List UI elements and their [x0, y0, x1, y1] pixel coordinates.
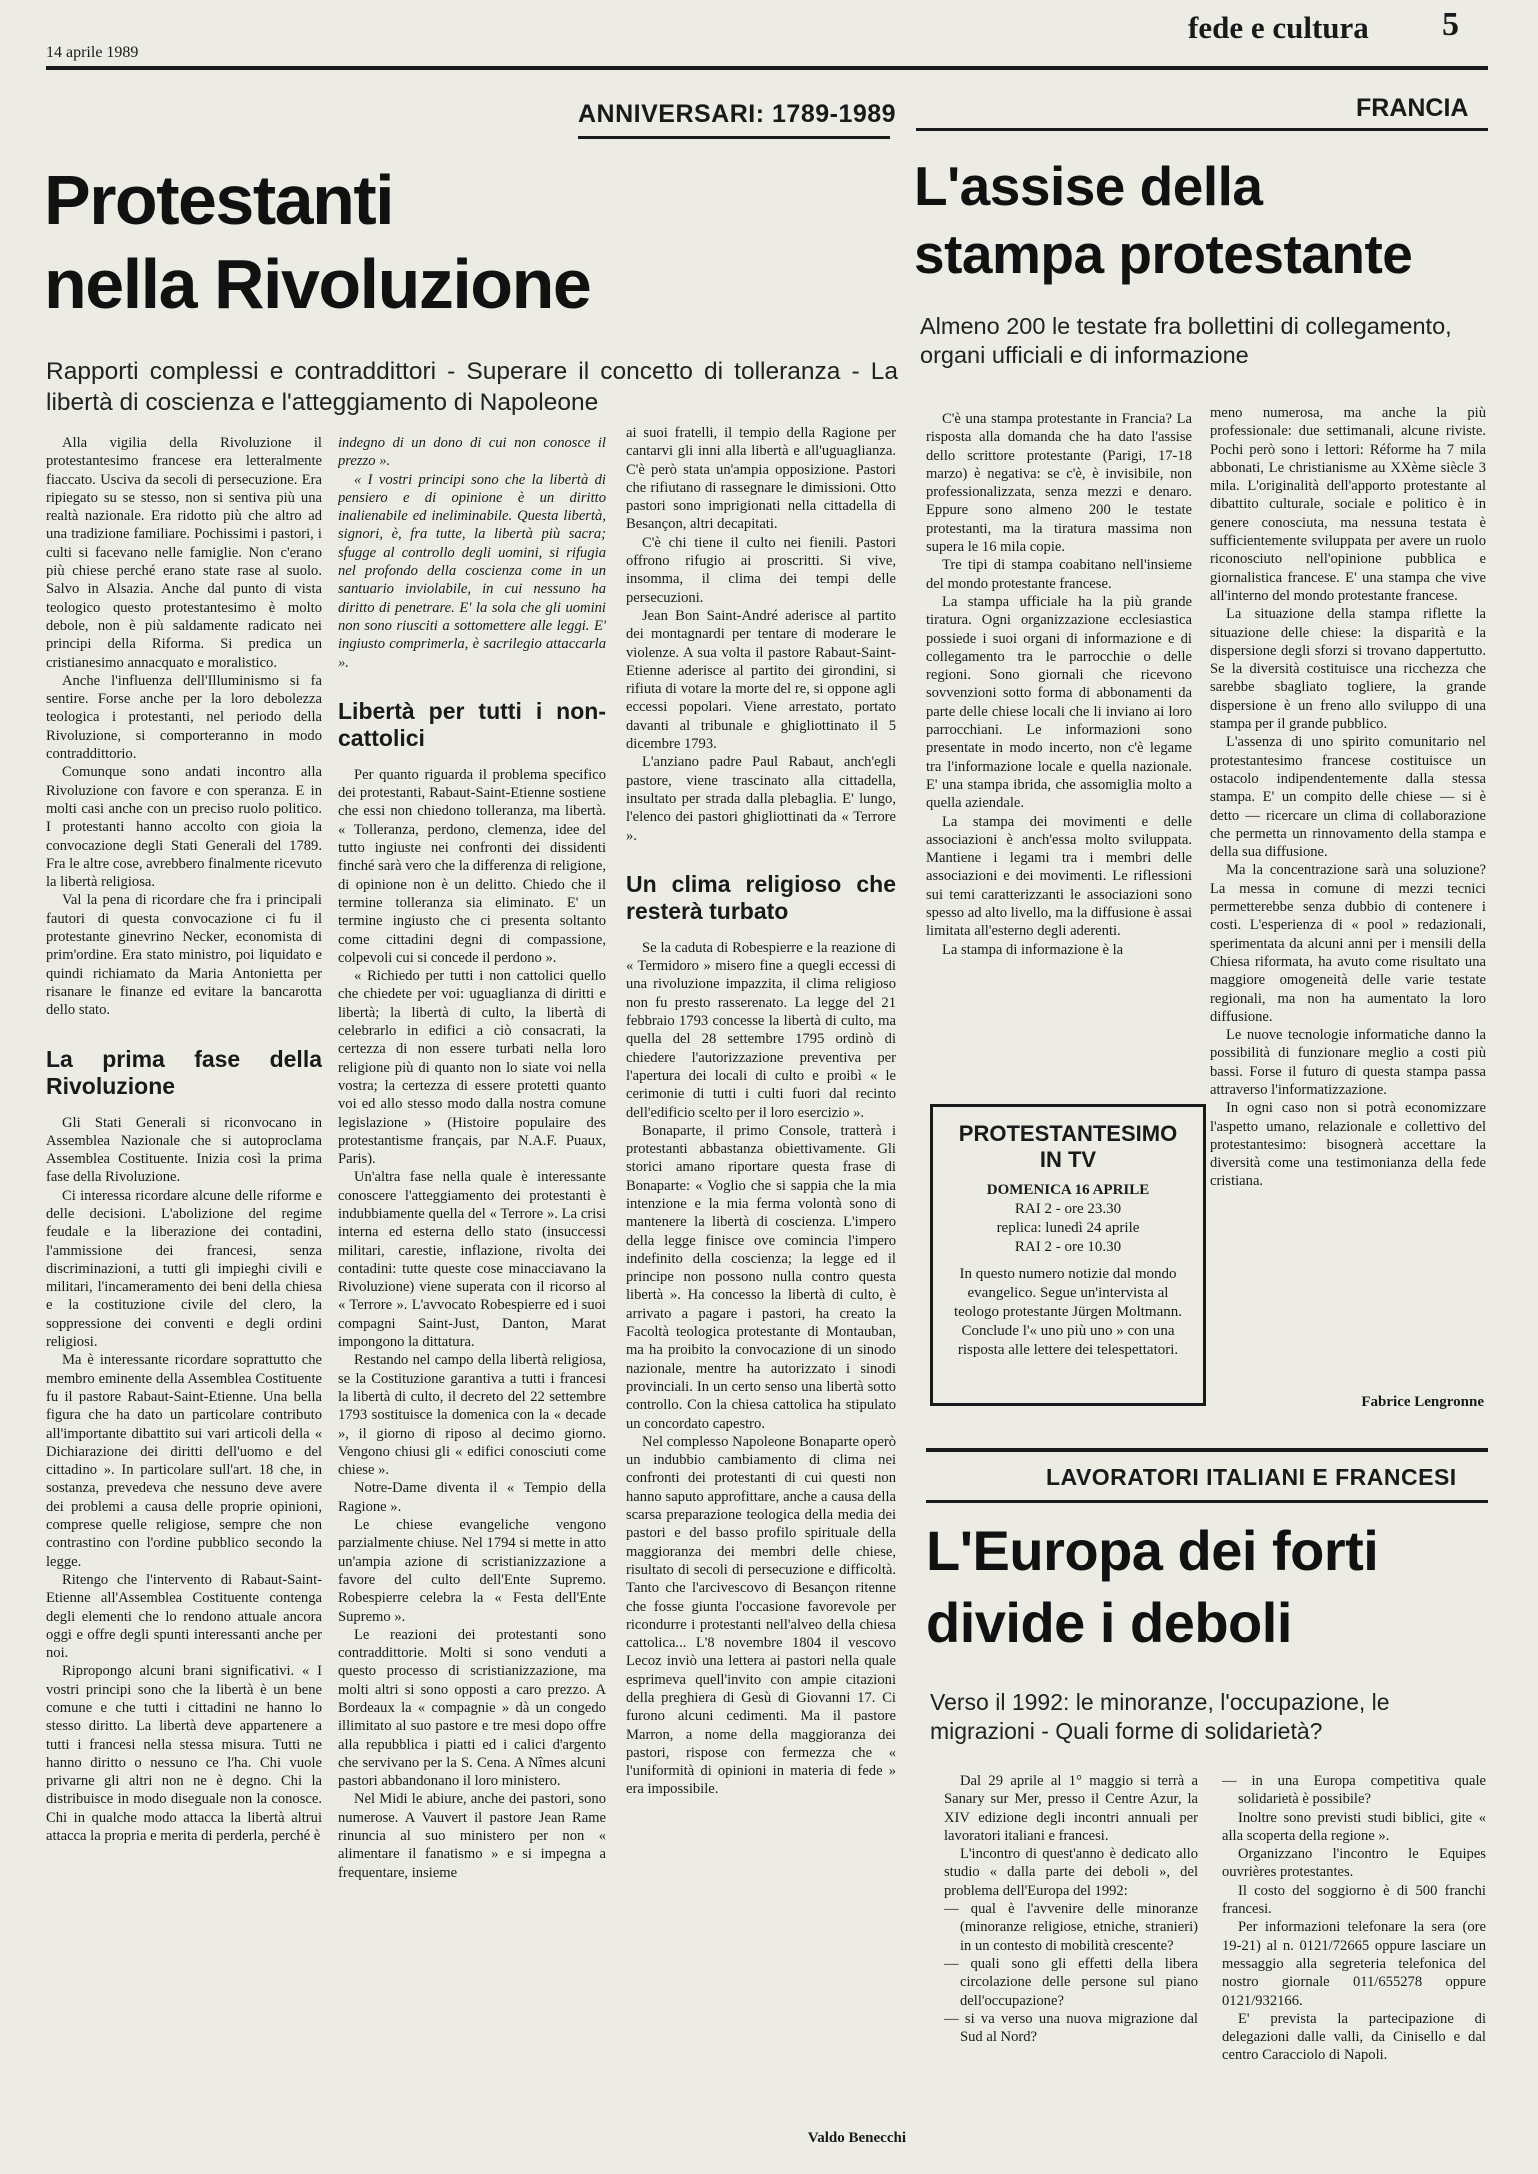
paragraph: Le nuove tecnologie informatiche danno la possibilità di funzionare meglio a costi più bassi. Forse il futuro di questa stampa passa attraverso l'informatizzazione. [1210, 1027, 1486, 1098]
article1-kicker: ANNIVERSARI: 1789-1989 [578, 100, 897, 128]
paragraph: Ritengo che l'intervento di Rabaut-Saint-Etienne all'Assemblea Costituente contenga degli elementi che lo rendono attuale ancora oggi e offre degli spunti interessanti anche per noi. [46, 1571, 322, 1662]
article3-deck: Verso il 1992: le minoranze, l'occupazione, le migrazioni - Quali forme di solidarietà? [930, 1689, 1390, 1744]
paragraph: La stampa ufficiale ha la più grande tiratura. Ogni organizzazione ecclesiastica possiede i suoi organi di informazione e di collegamento tra le parrocchie o delle regioni. Sono giornali che ricevono sovvenzioni sotto forma di abbonamenti da parte delle chiese locali che li inviano ai loro parrocchiani. Le informazioni sono presentate in modo incerto, non c'è legame tra l'informazione locale e quella nazionale. E' una stampa ibrida, che assomiglia molto a quella aziendale. [926, 593, 1192, 812]
article3-title-line2: divide i deboli [926, 1591, 1292, 1654]
tv-box-title-line2: IN TV [1039, 1147, 1097, 1172]
article3-top-rule [926, 1448, 1488, 1452]
article2-column-1 [926, 410, 1192, 1070]
article2-title-line2: stampa protestante [914, 223, 1413, 285]
subheading: La prima fase della Rivoluzione [46, 1045, 322, 1099]
paragraph: Anche l'influenza dell'Illuminismo si fa sentire. Forse anche per la loro debolezza teologica i protestanti, nel periodo della Rivoluzione, si comporteranno in modo contraddittorio. [46, 672, 322, 763]
paragraph: Ma la concentrazione sarà una soluzione? La messa in comune di mezzi tecnici permetterebbe senza dubbio di contenere i costi. L'esperienza di « pool » redazionali, sperimentata da alcuni anni per i mensili della Chiesa riformata, ha avuto come risultato una maggiore omogeneità delle varie testate regionali, ma non ha aumentato la loro diffusione. [1210, 862, 1486, 1025]
list-item: — si va verso una nuova migrazione dal Sud al Nord? [944, 2010, 1198, 2046]
list-item: — quali sono gli effetti della libera circolazione delle persone sul piano dell'occupazione? [944, 1955, 1198, 2009]
paragraph: Per informazioni telefonare la sera (ore 19-21) al n. 0121/72665 oppure lasciare un messaggio alla segreteria telefonica del nostro giornale 011/655278 oppure 0121/932166. [1222, 1919, 1486, 2009]
paragraph: L'anziano padre Paul Rabaut, anch'egli pastore, viene trascinato alla cittadella, insultato per strada dalla plebaglia. E' lungo, l'elenco dei pastori ghigliottinati da « Terrore ». [626, 754, 896, 844]
paragraph: Restando nel campo della libertà religiosa, se la Costituzione garantiva a tutti i francesi la libertà di culto, il decreto del 22 settembre 1793 sostituisce la domenica con la « decade », il giorno di riposo al decimo giorno. Vengono chiusi gli « edifici conosciuti come chiese ». [338, 1352, 606, 1479]
paragraph: Ci interessa ricordare alcune delle riforme e delle decisioni. L'abolizione del regime feudale e la liberazione dei contadini, l'ammissione dei francesi, senza discriminazioni, a tutti gli impieghi civili e militari, l'incameramento dei beni della chiesa e la costituzione civile del clero, la soppressione dei conventi e degli ordini religiosi. [46, 1187, 322, 1351]
paragraph: La situazione della stampa riflette la situazione delle chiese: la disparità e la dispersione degli sforzi si trovano dappertutto. Se la diversità costituisce una ricchezza che sarebbe sbagliato togliere, la grande dispersione è un freno allo sviluppo di una stampa per il grande pubblico. [1210, 606, 1486, 733]
paragraph: Val la pena di ricordare che fra i principali fautori di questa convocazione ci fu il protestante ginevrino Necker, economista di prim'ordine. Era stato ministro, poi liquidato e quindi richiamato da Maria Antonietta per risanare le finanze ed evitare la bancarotta dello stato. [46, 892, 322, 1019]
article1-kicker-rule [578, 136, 890, 139]
paragraph: C'è chi tiene il culto nei fienili. Pastori offrono rifugio ai proscritti. Si vive, insomma, il clima dei tempi delle persecuzioni. [626, 534, 896, 606]
paragraph: Ripropongo alcuni brani significativi. « I vostri principi sono che la libertà è un bene comune e che tutti i cittadini ne hanno lo stesso diritto. La libertà deve appartenere a tutti i francesi nella stessa misura. Tutti ne hanno diritto o nessuno ce l'ha. Chi vuole privarne gli altri non ne è degno. Chi la distribuisce in modo diseguale non la conosce. Chi in qualche modo attacca la libertà altrui attacca la propria e merita di perderla, perché è [46, 1663, 322, 1845]
paragraph: Dal 29 aprile al 1° maggio si terrà a Sanary sur Mer, presso il Centre Azur, la XIV edizione degli incontri annuali per lavoratori italiani e francesi. [944, 1773, 1198, 1844]
article3-column-1 [944, 1772, 1198, 2152]
paragraph: L'assenza di uno spirito comunitario nel protestantesimo francese costituisce un ostacolo indipendentemente dalla stessa stampa. E' un compito delle chiese — si è detto — ricercare un clima di collaborazione che permetta un rinnovamento della stampa e della sua diffusione. [1210, 734, 1486, 861]
article3-kicker-rule [926, 1500, 1488, 1503]
tv-box-title-line1: PROTESTANTESIMO [958, 1121, 1178, 1146]
paragraph: Gli Stati Generali si riconvocano in Assemblea Nazionale che si autoproclama Assemblea Costituente. Inizia così la prima fase della Rivoluzione. [46, 1114, 322, 1186]
paragraph: Un'altra fase nella quale è interessante conoscere l'atteggiamento dei protestanti è indubbiamente quella del « Terrore ». La crisi interna ed esterna dello stato (insuccessi militari, carestie, inflazione, rivolta dei contadini: tutte queste cose minacciavano la Rivoluzione) viene superata con il ricorso al « Terrore ». L'avvocato Robespierre ed i suoi compagni Saint-Just, Danton, Marat impongono la dittatura. [338, 1169, 606, 1351]
paragraph: ai suoi fratelli, il tempio della Ragione per cantarvi gli inni alla libertà e all'uguaglianza. C'è però stata un'ampia opposizione. Pastori che rifiutano di rassegnare le dimissioni. Otto pastori sono imprigionati nella cittadella di Besançon, altri decapitati. [626, 425, 896, 533]
paragraph: Ma è interessante ricordare soprattutto che membro eminente della Assemblea Costituente fu il pastore Rabaut-Saint-Etienne. Una bella figura che ha dato un particolare contributo all'importante dibattito sui vari articoli della « Dichiarazione dei diritti dell'uomo e del cittadino ». In particolare sull'art. 18 che, in sostanza, prevedeva che nessuno deve avere dei problemi a causa delle proprie opinioni, comprese quelle religiose, sempre che non contrastino con l'ordine pubblico secondo la legge. [46, 1352, 322, 1570]
tv-box-body: In questo numero notizie dal mondo evangelico. Segue un'intervista al teologo protestante Jürgen Moltmann. Conclude l'« uno più uno » con una risposta alle lettere dei telespettatori. [953, 1266, 1183, 1358]
paragraph: La stampa di informazione è la [942, 941, 1124, 958]
list-item: — in una Europa competitiva quale solidarietà è possibile? [1222, 1773, 1486, 1808]
article2-kicker-rule [916, 128, 1488, 131]
paragraph: « Richiedo per tutti i non cattolici quello che chiedete per voi: uguaglianza di diritti e libertà; la libertà di culto, la libertà di celebrarlo in edifici a ciò consacrati, la certezza di non essere turbati nella loro religione più di quanto non lo siate voi nella vostra; la certezza di essere protetti quanto voi ed allo stesso modo dalla nostra comune legislazione » (Histoire populaire des protestantisme français, par N.A.F. Puaux, Paris). [338, 968, 606, 1168]
article3-column-2 [1222, 1772, 1486, 2152]
list-item: — qual è l'avvenire delle minoranze (minoranze religiose, etniche, stranieri) in un contesto di mobilità crescente? [944, 1901, 1198, 1954]
article3-kicker: LAVORATORI ITALIANI E FRANCESI [1046, 1464, 1457, 1490]
paragraph: E' prevista la partecipazione di delegazioni dalle valli, da Cinisello e dal centro Caracciolo di Napoli. [1222, 2010, 1486, 2064]
paragraph: Le chiese evangeliche vengono parzialmente chiuse. Nel 1794 si mette in atto un'ampia azione di scristianizzazione a favore del culto dell'Ente Supremo. Robespierre celebra la « Festa dell'Ente Supremo ». [338, 1517, 606, 1625]
subheading: Un clima religioso che resterà turbato [626, 870, 896, 924]
page-date: 14 aprile 1989 [46, 44, 139, 61]
paragraph: C'è una stampa protestante in Francia? La risposta alla domanda che ha dato l'assise dello scrittore protestante (Parigi, 17-18 marzo) è negativa: se c'è, è invisibile, non professionalizzata, senza mezzi e denaro. Eppure sono almeno 200 le testate protestanti, ma la tiratura massima non supera le 16 mila copie. [926, 411, 1192, 556]
paragraph: Inoltre sono previsti studi biblici, gite « alla scoperta della regione ». [1222, 1809, 1486, 1844]
paragraph: L'incontro di quest'anno è dedicato allo studio « dalla parte dei deboli », del problema dell'Europa del 1992: [944, 1846, 1198, 1899]
page-number: 5 [1442, 6, 1459, 43]
paragraph: Il costo del soggiorno è di 500 franchi francesi. [1222, 1882, 1486, 1918]
paragraph: Nel Midi le abiure, anche dei pastori, sono numerose. A Vauvert il pastore Jean Rame rinuncia al suo ministero per non « alimentare il fanatismo » e si impegna a frequentare, insieme [338, 1791, 606, 1881]
paragraph: Le reazioni dei protestanti sono contraddittorie. Molti si sono venduti a questo processo di scristianizzazione, ma molti altri si sono opposti a caro prezzo. A Bordeaux la « compagnie » dà un congedo illimitato al suo pastore e tre mesi dopo offre alla repubblica i piatti ed i calici d'argento che servivano per la S. Cena. A Nîmes alcuni pastori abbandonano il loro ministero. [338, 1626, 606, 1790]
article1-column-3 [626, 424, 896, 2124]
paragraph: Organizzano l'incontro le Equipes ouvrières protestantes. [1222, 1846, 1486, 1881]
paragraph: Comunque sono andati incontro alla Rivoluzione con favore e con speranza. E in molti casi anche con un preciso ruolo politico. I protestanti hanno accolto con gioia la convocazione degli Stati Generali del 1789. Fra le altre cose, avrebbero finalmente ricevuto la libertà religiosa. [46, 764, 322, 891]
article1-title-line2: nella Rivoluzione [44, 245, 591, 323]
paragraph: indegno di un dono di cui non conosce il prezzo ». [338, 435, 606, 470]
paragraph: Bonaparte, il primo Console, tratterà i protestanti abbastanza obiettivamente. Gli storici amano riportare questa frase di Bonaparte: « Voglio che si sappia che la mia intenzione e la mia ferma volontà sono di mantenere la libertà di coscienza. L'impero della legge finisce ove comincia l'impero indefinito della coscienza; la legge ed il principe non possono nulla contro questa libertà ». Ha concesso la libertà di culto, è arrivato a pagare i pastori, ha creato la Facoltà teologica protestante di Montauban, ma ha proibito la convocazione di un sinodo nazionale, mentre ha autorizzato i sinodi provinciali. In un certo senso una libertà sotto controllo. Con la chiesa cattolica ha stipulato un concordato capestro. [626, 1122, 896, 1432]
article2-author: Fabrice Lengronne [1361, 1394, 1484, 1410]
article1-column-1 [46, 434, 322, 2164]
tv-box-line4: RAI 2 - ore 10.30 [1014, 1239, 1122, 1255]
paragraph: « I vostri principi sono che la libertà di pensiero e di opinione è un diritto inalienabile ed ineliminabile. Questa libertà, signori, è, fra tutte, la libertà più sacra; sfugge al controllo degli uomini, si rifugia nel profondo della coscienza come in un santuario inviolabile, in cui nessuno ha diritto di penetrare. E' la sola che gli uomini non sono riusciti a sottomettere alle leggi. E' ingiusto comprimerla, è sacrilegio attaccarla ». [338, 471, 606, 671]
tv-listing-box [930, 1104, 1206, 1406]
paragraph: Per quanto riguarda il problema specifico dei protestanti, Rabaut-Saint-Etienne sostiene che essi non chiedono tolleranza, ma libertà. « Tolleranza, perdono, clemenza, idee del tutto ingiuste nei confronti dei dissidenti finché sarà vero che la differenza di religione, di opinione non è un delitto. Chiedo che il termine tolleranza sia eliminato. E' un termine ingiusto che ci presenta soltanto come cittadini degni di compassione, colpevoli cui si concede il perdono ». [338, 766, 606, 966]
article1-title-line1: Protestanti [44, 161, 394, 239]
tv-box-line1: DOMENICA 16 APRILE [986, 1182, 1150, 1198]
paragraph: Se la caduta di Robespierre e la reazione di « Termidoro » misero fine a quegli eccessi di una rivoluzione impazzita, il clima religioso non fu presto rasserenato. La legge del 21 febbraio 1793 concesse la libertà di culto, ma quella del 28 settembre 1795 ordinò di chiedere l'autorizzazione preventiva per l'apertura dei locali di culto e proibì « le cerimonie di tutti i culti fuori dal recinto dell'edificio scelto per il loro esercizio ». [626, 939, 896, 1121]
subheading: Libertà per tutti i non-cattolici [338, 697, 606, 751]
article1-column-2 [338, 434, 606, 2164]
article2-column-2 [1210, 404, 1486, 1404]
article2-kicker: FRANCIA [1356, 94, 1469, 122]
paragraph: Nel complesso Napoleone Bonaparte operò un indubbio cambiamento di clima nei confronti dei protestanti di cui questi non hanno saputo approfittare, anche a causa della scarsa preparazione teologica della media dei pastori e del basso profilo spirituale della maggioranza dei membri delle chiese, risultato di secoli di persecuzione e difficoltà. Tanto che l'arcivescovo di Besançon ritenne che fosse giunta l'occasione favorevole per ricondurre i protestanti nell'alveo della chiesa cattolica... L'8 novembre 1804 il vescovo Lecoz inviò una lettera ai pastori nella quale esprimeva quell'invito con ampie citazioni della preghiera di Gesù di Giovanni 17. Ci furono alcuni cedimenti. Ma il pastore Marron, a nome della maggioranza dei pastori, rispose con fermezza che « l'uniformità di opinioni in materia di fede » era impossibile. [626, 1433, 896, 1798]
article1-author: Valdo Benecchi [807, 2130, 906, 2146]
paragraph: Tre tipi di stampa coabitano nell'insieme del mondo protestante francese. [926, 557, 1192, 592]
paragraph: La stampa dei movimenti e delle associazioni è anch'essa molto sviluppata. Mantiene i legami tra i membri delle associazioni e dei movimenti. Le riflessioni sui temi caratterizzanti le associazioni sono spesso ad alto livello, ma la diffusione è assai limitata all'esterno degli aderenti. [926, 813, 1192, 940]
paragraph: Alla vigilia della Rivoluzione il protestantesimo francese era letteralmente fiaccato. Usciva da secoli di persecuzione. Era ripiegato su se stesso, non si sentiva più una realtà nazionale. Era ridotto più che altro ad una tradizione familiare. Pochissimi i pastori, i culti si facevano nelle famiglie. Non c'erano più chiese perché erano state rase al suolo. Salvo in Alsazia. Anche dal punto di vista teologico questo protestantesimo è molto debole, non è più saldamente radicato nei principi della Riforma. Si predica un cristianesimo annacquato e moralistico. [46, 435, 322, 671]
article1-deck: Rapporti complessi e contraddittori - Superare il concetto di tolleranza - La libertà di coscienza e l'atteggiamento di Napoleone [46, 358, 898, 416]
article2-deck: Almeno 200 le testate fra bollettini di collegamento, organi ufficiali e di informazione [920, 313, 1452, 368]
paragraph: Notre-Dame diventa il « Tempio della Ragione ». [338, 1480, 606, 1515]
paragraph: meno numerosa, ma anche la più professionale: due settimanali, alcune riviste. Pochi però sono i lettori: Réforme ha 7 mila abbonati, Le christianisme au XXème siècle 3 mila. L'originalità dell'apporto protestante al dibattito culturale, sociale e politico è in genere conosciuta, ma nessuna testata è sufficientemente sviluppata per avere un ruolo riconosciuto nell'opinione pubblica e giornalistica francese. E' una stampa che vive all'interno del mondo protestante francese. [1210, 405, 1486, 604]
section-name: fede e cultura [1188, 10, 1369, 45]
article3-title-line1: L'Europa dei forti [926, 1519, 1379, 1582]
header-rule [46, 66, 1488, 70]
article2-title-line1: L'assise della [914, 155, 1263, 217]
tv-box-line2: RAI 2 - ore 23.30 [1014, 1201, 1122, 1217]
paragraph: In ogni caso non si potrà economizzare l'aspetto umano, relazionale e collettivo del protestantesimo: bisognerà accettare la diversità come una testimonianza della fede cristiana. [1210, 1100, 1486, 1190]
tv-box-line3: replica: lunedì 24 aprile [996, 1220, 1140, 1236]
paragraph: Jean Bon Saint-André aderisce al partito dei montagnardi per tentare di moderare le violenze. A sua volta il pastore Rabaut-Saint-Etienne aderisce al partito dei girondini, si rifiuta di votare la morte del re, si oppone agli eccessi popolari. Viene arrestato, portato davanti al tribunale e ghigliottinato il 5 dicembre 1793. [626, 607, 896, 753]
